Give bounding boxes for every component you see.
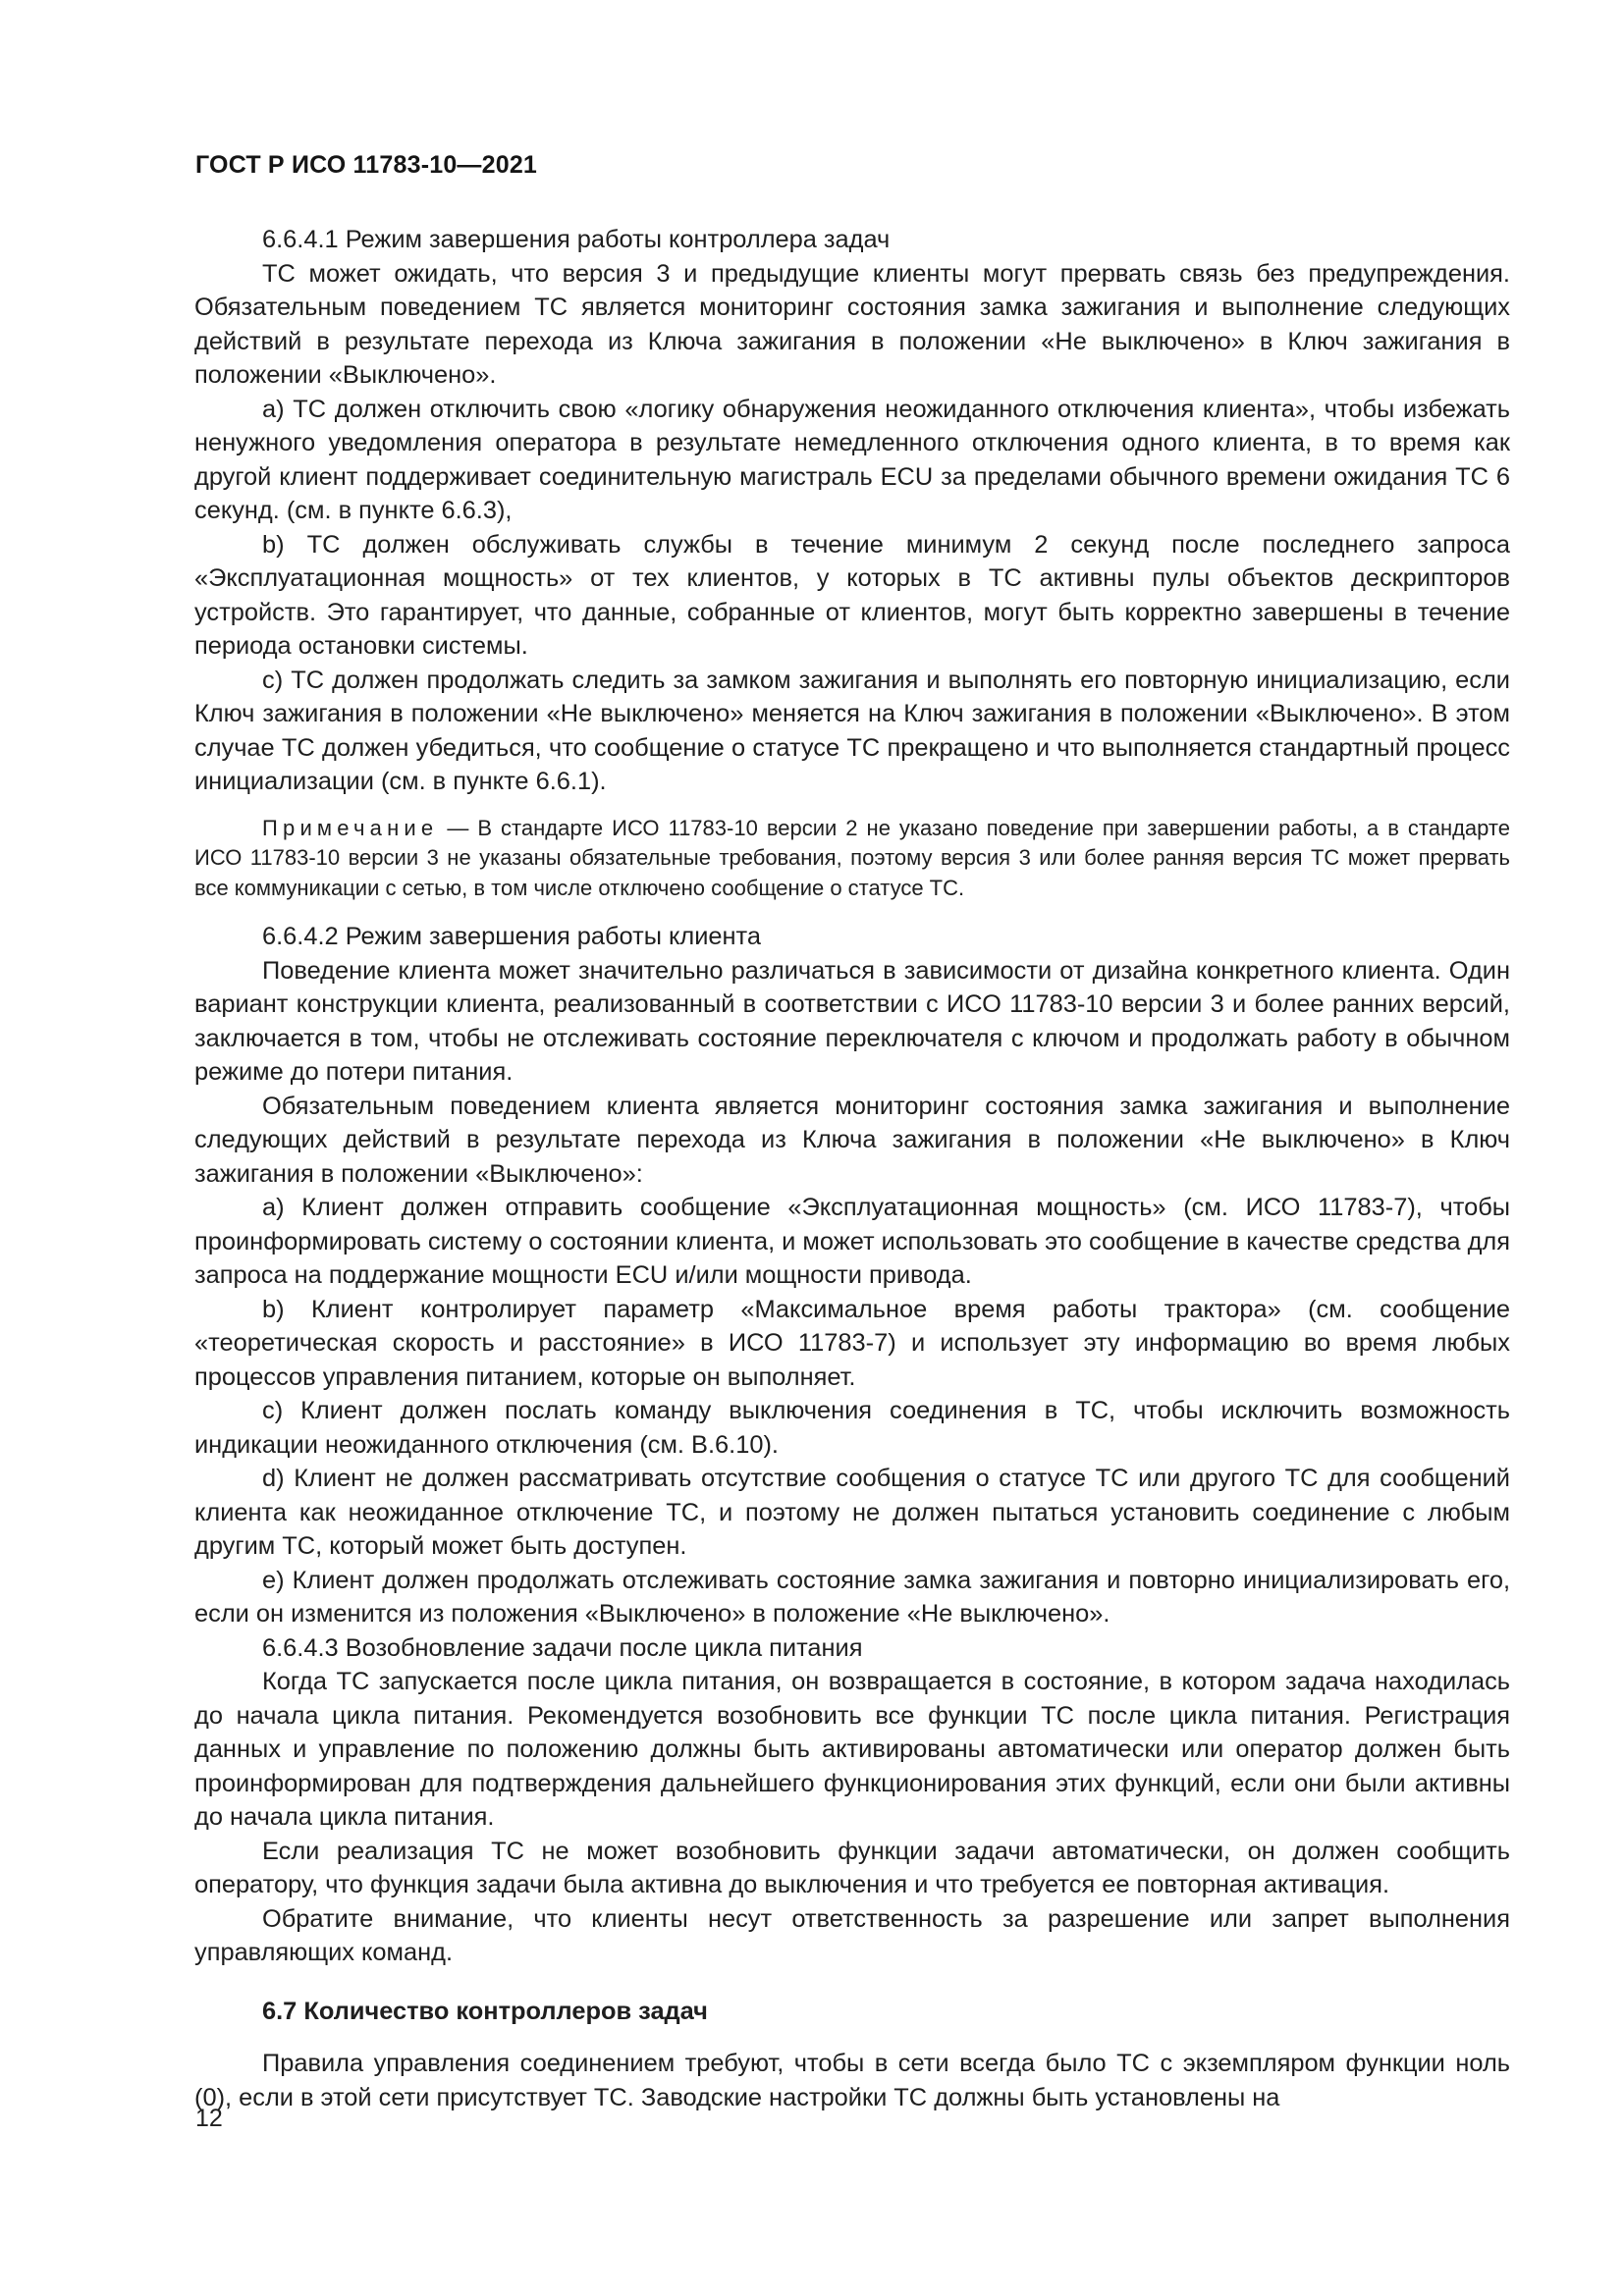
section-title-6-7: 6.7 Количество контроллеров задач	[262, 1997, 708, 2025]
note-label: Примечание	[262, 815, 439, 840]
list-item-b: b) ТС должен обслуживать службы в течение минимум 2 секунд после последнего запроса «Эксплуатационная мощность» от тех клиентов, у которых в ТС активны пулы объектов дескрипторов устройств. Это гарантирует, что данные, собранные от клиентов, могут быть корректно завершены в течение периода остановки системы.	[194, 530, 1510, 660]
subsection-title-6-6-4-1: 6.6.4.1 Режим завершения работы контроллера задач	[262, 226, 891, 253]
document-body	[194, 223, 1510, 2114]
note-text: — В стандарте ИСО 11783-10 версии 2 не указано поведение при завершении работы, а в стандарте ИСО 11783-10 версии 3 не указаны обязательные требования, поэтому версия 3 или более ранняя версия ТС может прервать все коммуникации с сетью, в том числе отключено сообщение о статусе ТС.	[194, 815, 1510, 900]
list-item-a: a) Клиент должен отправить сообщение «Эксплуатационная мощность» (см. ИСО 11783-7), чтобы проинформировать систему о состоянии клиента, и может использовать это сообщение в качестве средства для запроса на поддержание мощности ECU и/или мощности привода.	[194, 1194, 1510, 1289]
page-number: 12	[195, 2105, 223, 2132]
list-item-d: d) Клиент не должен рассматривать отсутствие сообщения о статусе ТС или другого ТС для сообщений клиента как неожиданное отключение ТС, и поэтому не должен пытаться установить соединение с любым другим ТС, который может быть доступен.	[194, 1465, 1510, 1560]
list-item-c: c) Клиент должен послать команду выключения соединения в ТС, чтобы исключить возможность индикации неожиданного отключения (см. В.6.10).	[194, 1397, 1510, 1459]
subsection-title-6-6-4-3: 6.6.4.3 Возобновление задачи после цикла питания	[262, 1633, 863, 1662]
list-item-a: a) ТС должен отключить свою «логику обнаружения неожиданного отключения клиента», чтобы избежать ненужного уведомления оператора в результате немедленного отключения одного клиента, в то время как другой клиент поддерживает соединительную магистраль ECU за пределами обычного времени ожидания ТС 6 секунд. (см. в пункте 6.6.3),	[194, 395, 1510, 524]
note	[194, 814, 1510, 904]
paragraph: Обязательным поведением клиента является мониторинг состояния замка зажигания и выполнение следующих действий в результате перехода из Ключа зажигания в положении «Не выключено» в Ключ зажигания в положении «Выключено»:	[194, 1092, 1510, 1188]
paragraph: Обратите внимание, что клиенты несут ответственность за разрешение или запрет выполнения управляющих команд.	[194, 1904, 1510, 1966]
paragraph: Если реализация ТС не может возобновить функции задачи автоматически, он должен сообщить оператору, что функция задачи была активна до выключения и что требуется ее повторная активация.	[194, 1837, 1510, 1898]
paragraph: Правила управления соединением требуют, чтобы в сети всегда было ТС с экземпляром функции ноль (0), если в этой сети присутствует ТС. Заводские настройки ТС должны быть установлены на	[194, 2050, 1510, 2111]
subsection-title-6-6-4-2: 6.6.4.2 Режим завершения работы клиента	[262, 923, 762, 950]
list-item-c: c) ТС должен продолжать следить за замком зажигания и выполнять его повторную инициализацию, если Ключ зажигания в положении «Не выключено» меняется на Ключ зажигания в положении «Выключено». В этом случае ТС должен убедиться, что сообщение о статусе ТС прекращено и что выполняется стандартный процесс инициализации (см. в пункте 6.6.1).	[194, 666, 1510, 795]
standard-header: ГОСТ Р ИСО 11783-10—2021	[195, 151, 538, 179]
paragraph: ТС может ожидать, что версия 3 и предыдущие клиенты могут прервать связь без предупреждения. Обязательным поведением ТС является мониторинг состояния замка зажигания и выполнение следующих действий в результате перехода из Ключа зажигания в положении «Не выключено» в Ключ зажигания в положении «Выключено».	[194, 259, 1510, 389]
list-item-e: e) Клиент должен продолжать отслеживать состояние замка зажигания и повторно инициализировать его, если он изменится из положения «Выключено» в положение «Не выключено».	[194, 1566, 1510, 1628]
list-item-b: b) Клиент контролирует параметр «Максимальное время работы трактора» (см. сообщение «теоретическая скорость и расстояние» в ИСО 11783-7) и использует эту информацию во время любых процессов управления питанием, которые он выполняет.	[194, 1295, 1510, 1391]
paragraph: Поведение клиента может значительно различаться в зависимости от дизайна конкретного клиента. Один вариант конструкции клиента, реализованный в соответствии с ИСО 11783-10 версии 3 и более ранних версий, заключается в том, чтобы не отслеживать состояние переключателя с ключом и продолжать работу в обычном режиме до потери питания.	[194, 956, 1510, 1086]
paragraph: Когда ТС запускается после цикла питания, он возвращается в состояние, в котором задача находилась до начала цикла питания. Рекомендуется возобновить все функции ТС после цикла питания. Регистрация данных и управление по положению должны быть активированы автоматически или оператор должен быть проинформирован для подтверждения дальнейшего функционирования этих функций, если они были активны до начала цикла питания.	[194, 1668, 1510, 1831]
